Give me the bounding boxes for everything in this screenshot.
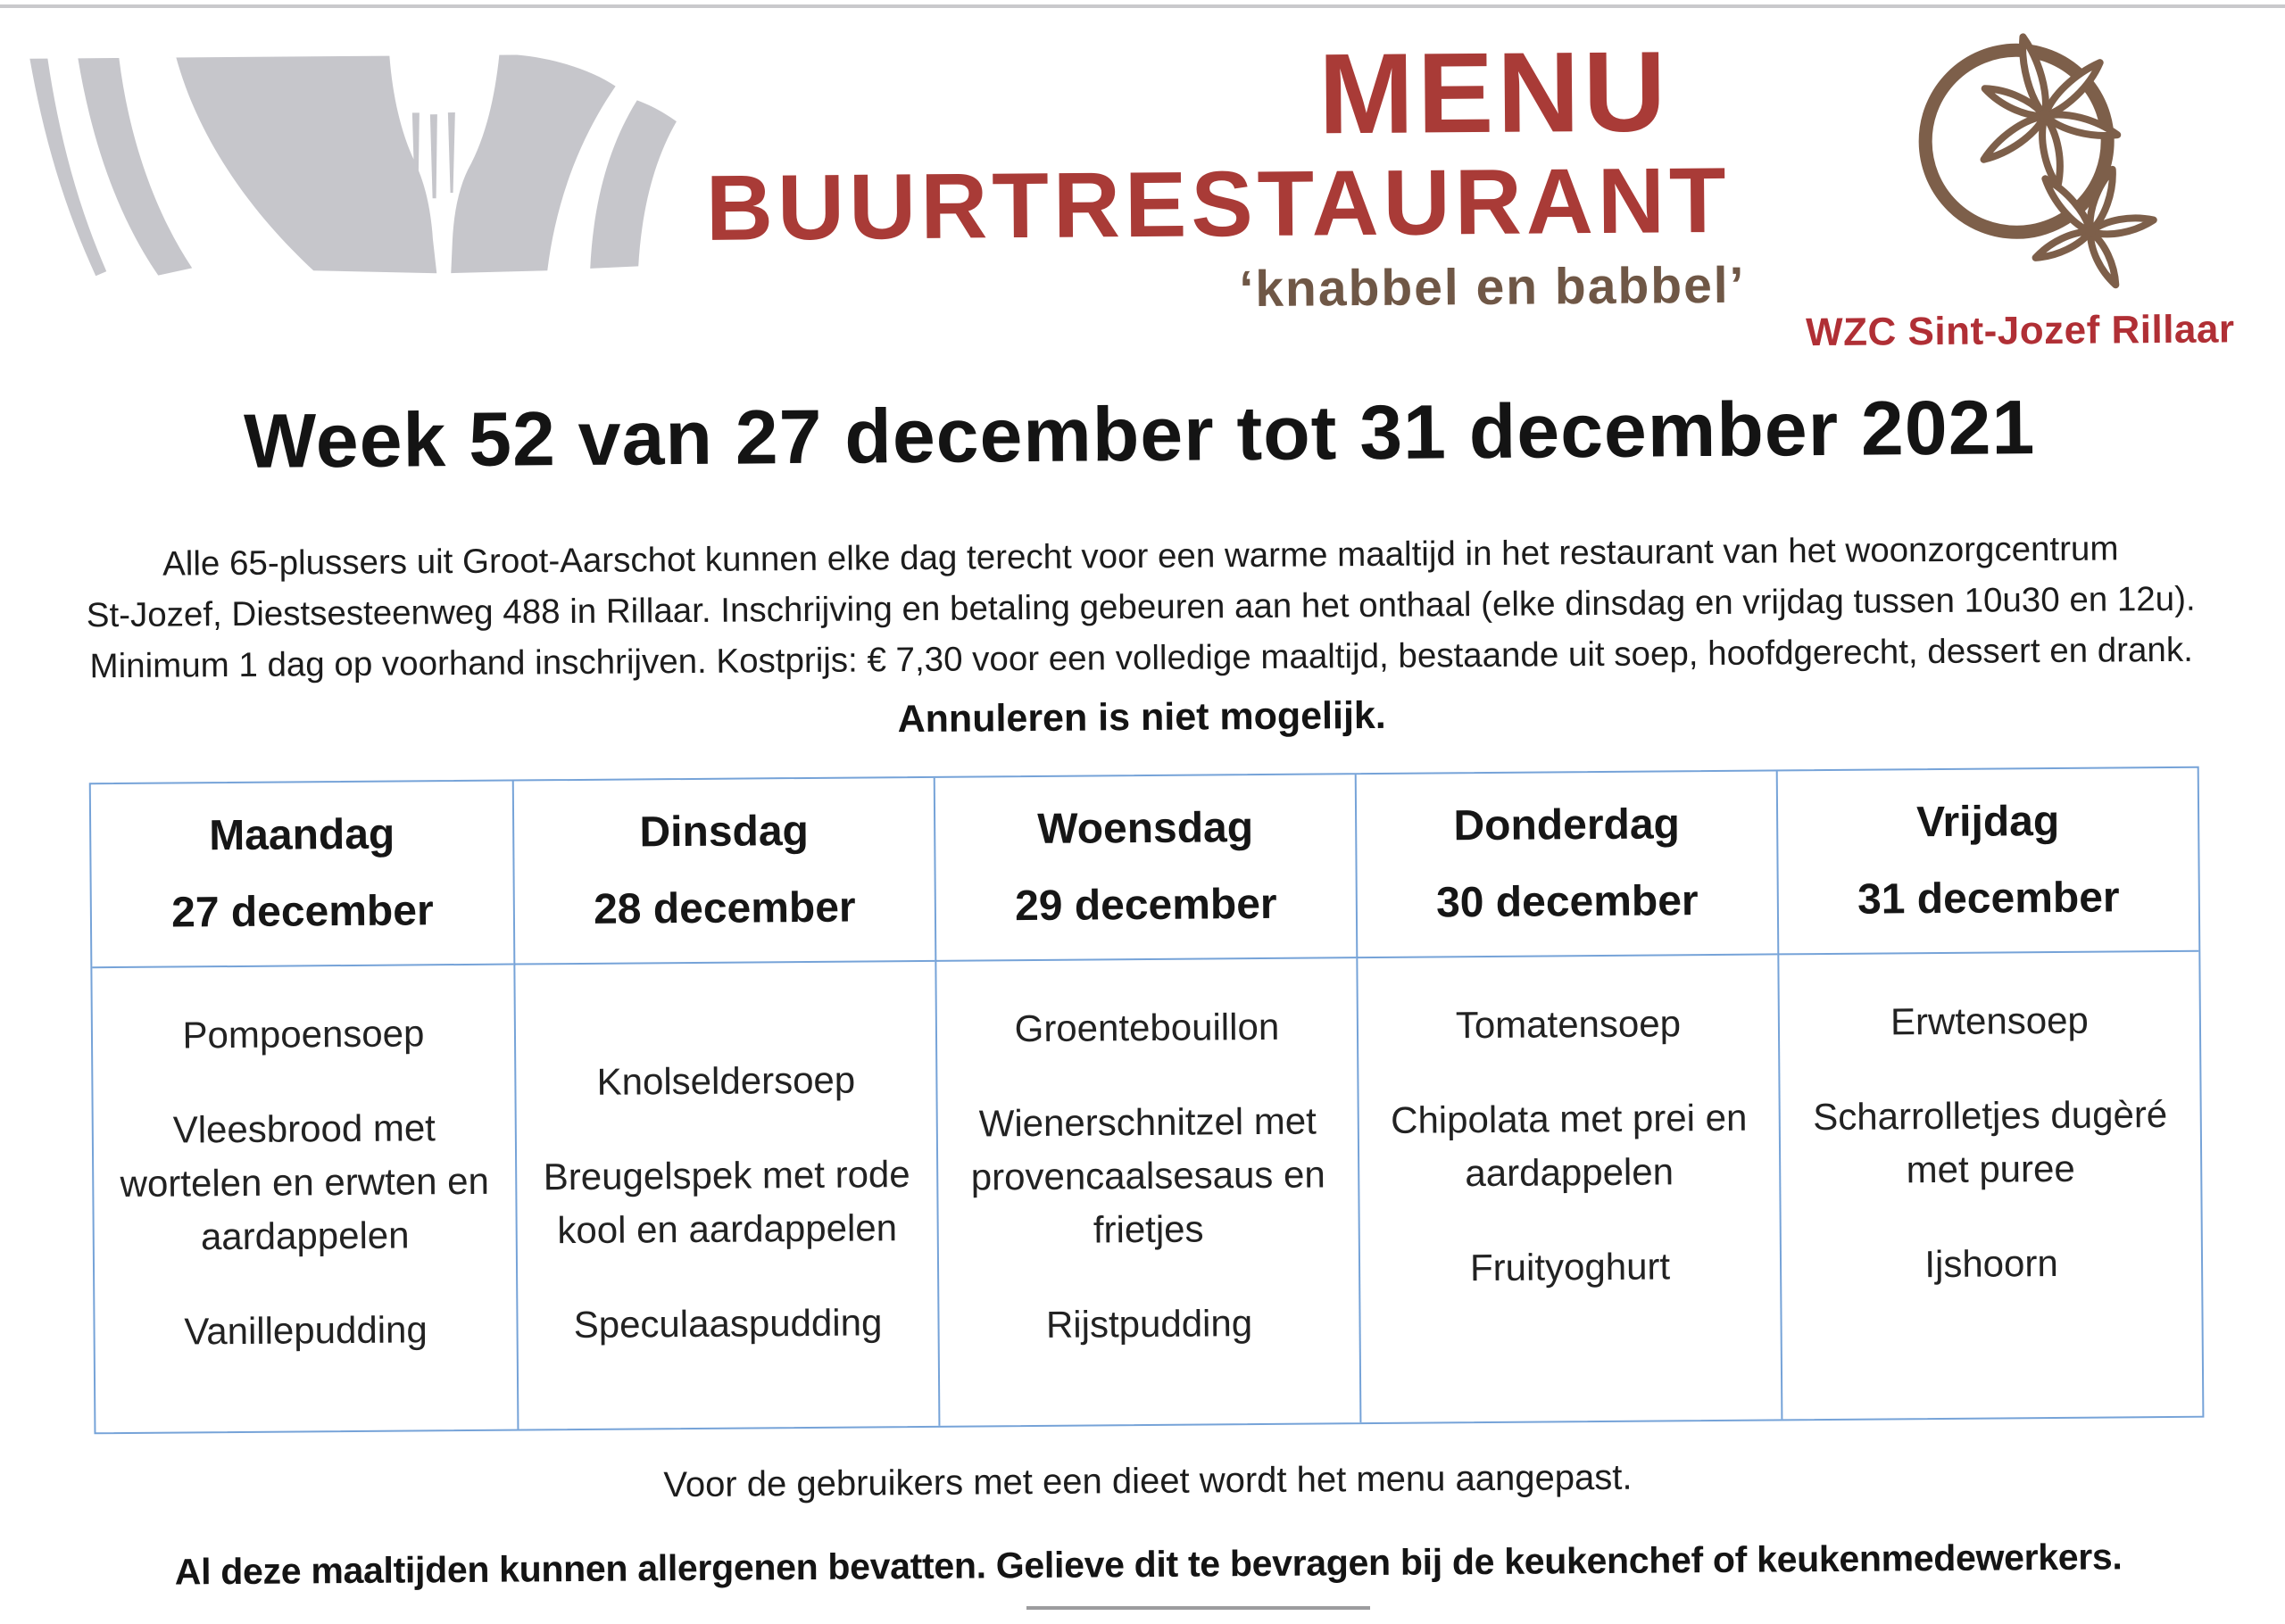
menu-item: Tomatensoep: [1455, 1002, 1682, 1047]
menu-item: Scharrolletjes dugèré met puree: [1813, 1093, 2168, 1191]
menu-item: Rijstpudding: [1045, 1302, 1253, 1346]
day-name: Donderdag: [1453, 800, 1681, 850]
diet-note: Voor de gebruikers met een dieet wordt het menu aangepast.: [663, 1457, 1633, 1505]
day-name: Woensdag: [1037, 804, 1254, 853]
menu-item: Vanillepudding: [184, 1308, 428, 1353]
intro-line-2: St-Jozef, Diestsesteenweg 488 in Rillaar. Inschrijving en betaling gebeuren aan het onthaal (elke dinsdag en vrijdag tussen 10u30 en 12u).: [86, 579, 2196, 635]
day-header-friday: [1776, 768, 2199, 956]
menu-cell-friday: [1777, 952, 2202, 1420]
day-name: Vrijdag: [1915, 797, 2060, 847]
organization-name: WZC Sint-Jozef Rillaar: [1805, 307, 2235, 355]
day-header-tuesday: [512, 778, 935, 965]
restaurant-title: BUURTRESTAURANT: [705, 148, 1731, 261]
day-date: 30 december: [1435, 877, 1699, 927]
menu-cell-wednesday: [935, 958, 1359, 1426]
menu-item: Vleesbrood met wortelen en erwten en aardappelen: [120, 1106, 490, 1258]
cancellation-note: Annuleren is niet mogelijk.: [897, 693, 1386, 742]
day-name: Maandag: [208, 810, 395, 860]
day-header-wednesday: [934, 775, 1357, 962]
plate-and-fork-logo-icon: [10, 50, 703, 280]
tagline: ‘knabbel en babbel’: [1239, 256, 1746, 319]
day-date: 29 december: [1014, 880, 1277, 931]
intro-paragraph: [34, 523, 2248, 692]
menu-item: Ijshoorn: [1924, 1242, 2058, 1286]
weekly-menu-table: [89, 766, 2205, 1435]
week-heading: Week 52 van 27 december tot 31 december 2021: [243, 385, 2036, 485]
menu-item: Breugelspek met rode kool en aardappelen: [543, 1153, 910, 1252]
menu-cell-thursday: [1356, 955, 1781, 1422]
allergen-note: Al deze maaltijden kunnen allergenen bevatten. Gelieve dit te bevragen bij de keukenchef of keukenmedewerkers.: [174, 1536, 2123, 1593]
menu-item: Wienerschnitzel met provencaalsesaus en frietjes: [970, 1099, 1325, 1251]
day-date: 28 december: [593, 883, 856, 933]
day-name: Dinsdag: [639, 807, 810, 857]
menu-cell-monday: [92, 965, 517, 1433]
intro-line-3: Minimum 1 dag op voorhand inschrijven. Kostprijs: € 7,30 voor een volledige maaltijd, bestaande uit soep, hoofdgerecht, dessert en drank.: [89, 630, 2193, 686]
lily-flower-logo-icon: [1882, 15, 2188, 303]
scanner-edge-mark: [1026, 1606, 1370, 1610]
menu-title: MENU: [1317, 28, 1670, 159]
day-date: 31 december: [1857, 874, 2120, 924]
menu-item: Erwtensoep: [1890, 998, 2089, 1043]
intro-line-1: Alle 65-plussers uit Groot-Aarschot kunnen elke dag terecht voor een warme maaltijd in het restaurant van het woonzorgcentrum: [162, 529, 2119, 584]
menu-item: Fruityoghurt: [1469, 1245, 1671, 1289]
day-date: 27 december: [170, 887, 434, 937]
menu-item: Pompoensoep: [182, 1012, 425, 1056]
menu-cell-tuesday: [513, 962, 938, 1429]
menu-item: Groentebouillon: [1014, 1005, 1280, 1050]
menu-item: Speculaaspudding: [573, 1301, 883, 1346]
menu-item: Knolseldersoep: [596, 1058, 856, 1103]
day-header-thursday: [1355, 771, 1778, 958]
day-header-monday: [91, 782, 514, 969]
menu-item: Chipolata met prei en aardappelen: [1390, 1096, 1748, 1195]
